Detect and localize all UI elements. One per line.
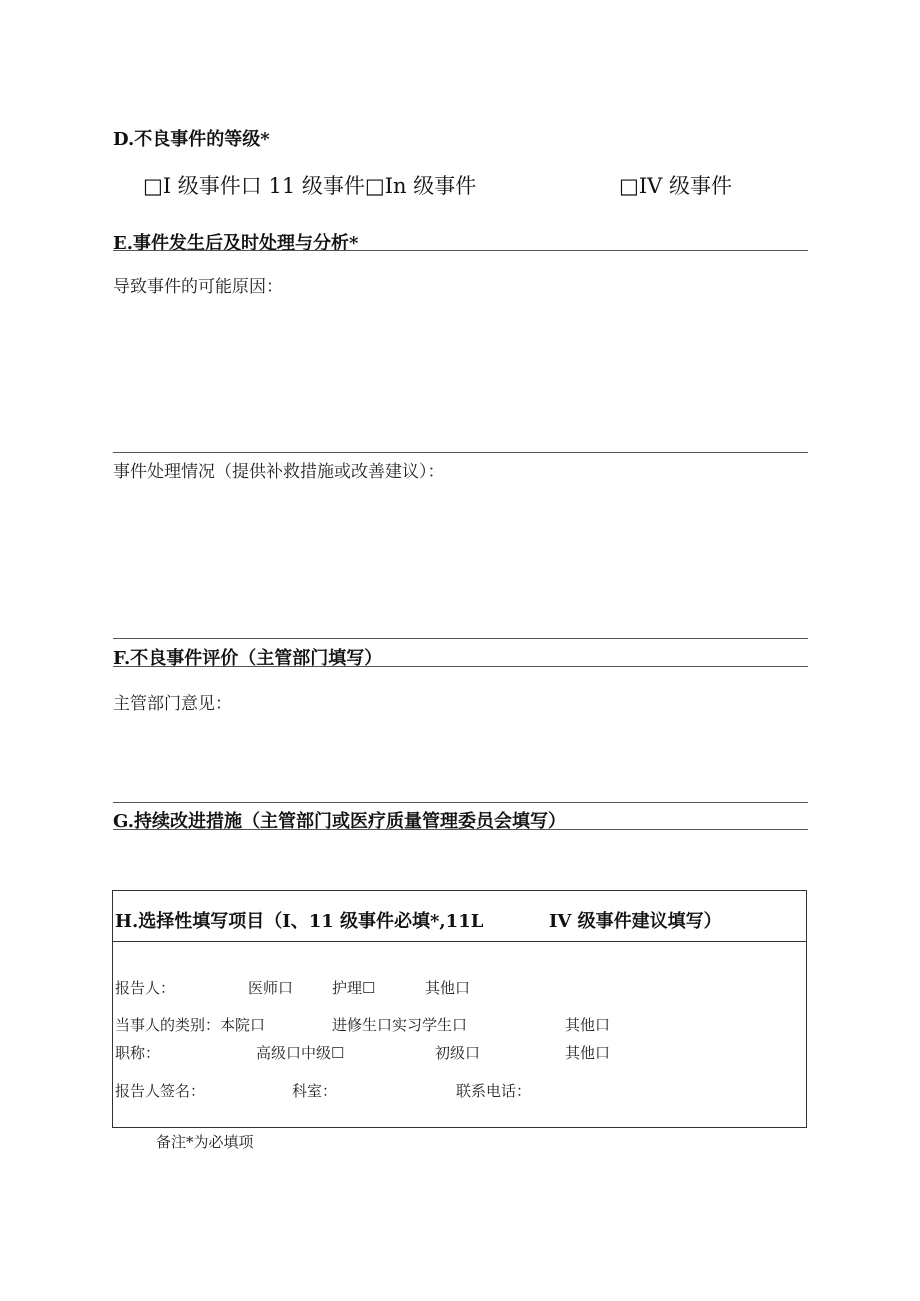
section-h-title-right: IV 级事件建议填写） bbox=[549, 911, 722, 932]
divider-cause bbox=[113, 452, 808, 453]
cause-label: 导致事件的可能原因： bbox=[113, 277, 283, 297]
grade-option-4[interactable]: □IV 级事件 bbox=[619, 174, 732, 198]
section-d-title: D.不良事件的等级* bbox=[113, 129, 270, 150]
divider-g bbox=[113, 829, 808, 830]
divider-f bbox=[113, 666, 808, 667]
party-trainee-intern-checkbox[interactable]: 进修生口实习学生口 bbox=[332, 1016, 468, 1034]
dept-label: 科室： bbox=[292, 1082, 338, 1100]
rank-senior-mid-checkbox[interactable]: 高级口中级☐ bbox=[256, 1044, 345, 1062]
sign-label: 报告人签名： bbox=[115, 1082, 206, 1100]
divider-handling bbox=[113, 638, 808, 639]
phone-label: 联系电话： bbox=[456, 1082, 532, 1100]
opinion-input-area[interactable] bbox=[113, 715, 808, 800]
footnote: 备注*为必填项 bbox=[156, 1133, 254, 1151]
rank-label: 职称： bbox=[115, 1044, 161, 1062]
section-f-title: F.不良事件评价（主管部门填写） bbox=[113, 648, 383, 669]
section-e-title: E.事件发生后及时处理与分析* bbox=[113, 233, 359, 254]
grade-options-1-3[interactable]: □I 级事件口 11 级事件□In 级事件 bbox=[143, 174, 477, 198]
reporter-doctor-checkbox[interactable]: 医师口 bbox=[248, 979, 294, 997]
rank-other-checkbox[interactable]: 其他口 bbox=[565, 1044, 611, 1062]
opinion-label: 主管部门意见： bbox=[113, 694, 232, 714]
reporter-label: 报告人： bbox=[115, 979, 176, 997]
optional-info-box bbox=[112, 890, 807, 1128]
reporter-nurse-checkbox[interactable]: 护理☐ bbox=[332, 979, 376, 997]
rank-junior-checkbox[interactable]: 初级口 bbox=[435, 1044, 481, 1062]
cause-input-area[interactable] bbox=[113, 300, 808, 450]
reporter-other-checkbox[interactable]: 其他口 bbox=[425, 979, 471, 997]
divider-e bbox=[113, 250, 808, 251]
divider-opinion bbox=[113, 802, 808, 803]
section-h-title-left: H.选择性填写项目（I、11 级事件必填*,11L bbox=[115, 911, 484, 932]
party-type-label[interactable]: 当事人的类别：本院口 bbox=[115, 1016, 266, 1034]
box-divider bbox=[113, 941, 806, 942]
party-other-checkbox[interactable]: 其他口 bbox=[565, 1016, 611, 1034]
handling-input-area[interactable] bbox=[113, 485, 808, 635]
handling-label: 事件处理情况（提供补救措施或改善建议）： bbox=[113, 462, 445, 482]
section-g-title: G.持续改进措施（主管部门或医疗质量管理委员会填写） bbox=[113, 811, 566, 832]
